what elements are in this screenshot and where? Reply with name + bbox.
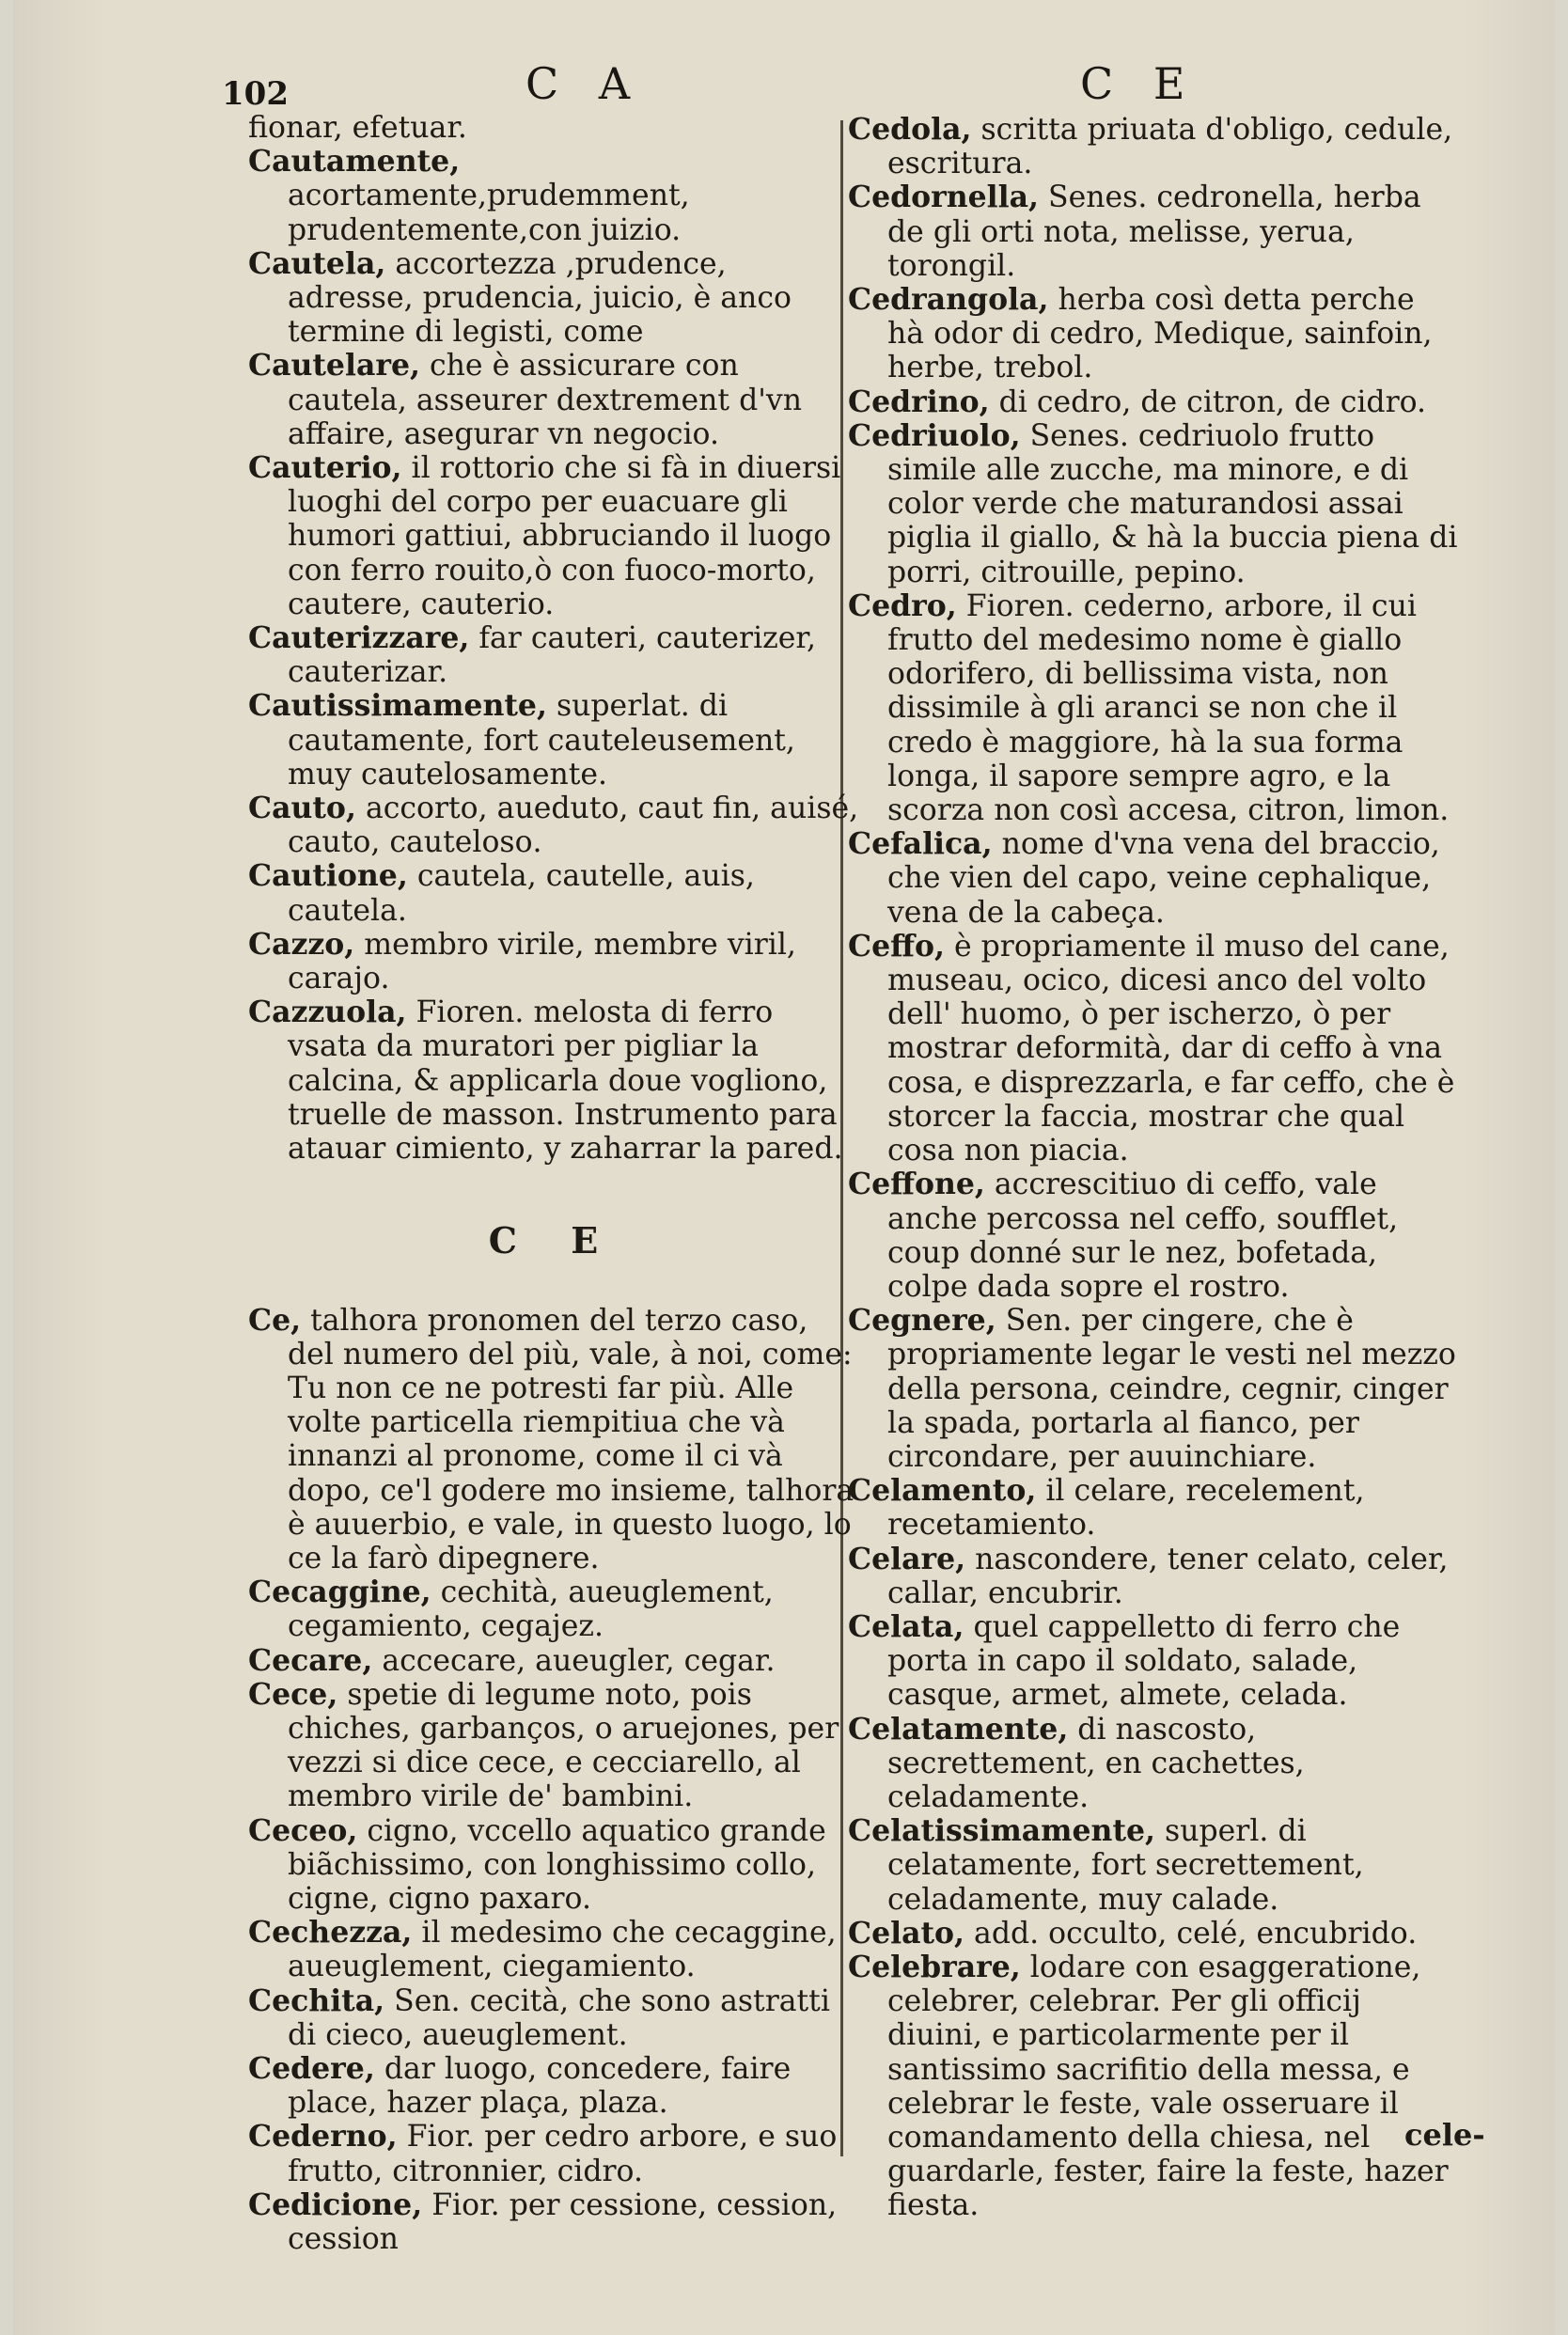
dictionary-entry xyxy=(848,1543,1459,1610)
catchword: cele- xyxy=(1404,2117,1485,2153)
entry-headword: Cecare, xyxy=(248,1642,373,1678)
entry-definition: Senes. cedronella, herba de gli orti nota, melisse, yerua, torongil. xyxy=(887,180,1421,283)
entry-headword: Celebrare, xyxy=(848,1949,1021,1984)
entry-definition: il rottorio che si fà in diuersi luoghi del corpo per euacuare gli humori gattiui, abbruciando il luogo con ferro rouito,ò con fuoco-morto, cautere, cauterio. xyxy=(288,451,841,621)
entry-headword: Cecaggine, xyxy=(248,1575,431,1610)
entry-definition: di cedro, de citron, de cidro. xyxy=(998,384,1427,419)
entry-definition: far cauteri, cauterizer, cauterizar. xyxy=(288,621,817,690)
page-number: 102 xyxy=(222,75,289,113)
entry-headword: Cechita, xyxy=(248,1982,385,2018)
dictionary-entry xyxy=(248,1814,859,1917)
entry-headword: Celata, xyxy=(848,1608,964,1644)
dictionary-entry xyxy=(848,1814,1459,1917)
entry-definition: talhora pronomen del terzo caso, del numero del più, vale, à noi, come: Tu non ce ne potresti far più. Alle volte particella riempitiua che và innanzi al pronome, come il ci và dopo, ce'l godere mo insieme, talhora è auuerbio, e vale, in questo luogo, lo ce la farò dipegnere. xyxy=(288,1303,855,1575)
entry-definition: Sen. cecità, che sono astratti di cieco, aueuglement. xyxy=(288,1983,830,2052)
entry-definition: nascondere, tener celato, celer, callar, encubrir. xyxy=(887,1542,1449,1610)
left-column xyxy=(248,111,859,2256)
right-running-heading: C E xyxy=(1080,58,1199,109)
dictionary-entry xyxy=(848,1304,1459,1474)
entry-definition: Fior. per cedro arbore, e suo frutto, citronnier, cidro. xyxy=(288,2120,838,2188)
entry-definition: accecare, aueugler, cegar. xyxy=(382,1643,776,1678)
entry-definition: accortezza ,prudence, adresse, prudencia, juicio, è anco termine di legisti, come xyxy=(288,246,792,350)
dictionary-entry xyxy=(248,1984,859,2052)
dictionary-entry xyxy=(248,621,859,689)
entry-headword: Cazzuola, xyxy=(248,995,407,1030)
entry-definition: Fioren. melosta di ferro vsata da muratori per pigliar la calcina, & applicarla doue vogliono, truelle de masson. Instrumento para atauar cimiento, y zaharrar la pared. xyxy=(288,995,843,1167)
dictionary-entry xyxy=(848,1713,1459,1815)
entry-headword: Cautione, xyxy=(248,858,408,894)
dictionary-entry xyxy=(248,689,859,791)
dictionary-entry xyxy=(848,589,1459,827)
entry-headword: Cautamente, xyxy=(248,144,461,180)
entry-headword: Cece, xyxy=(248,1676,338,1712)
dictionary-entry xyxy=(848,827,1459,930)
entry-definition: acortamente,prudemment, prudentemente,con juizio. xyxy=(288,179,690,247)
dictionary-entry xyxy=(248,145,859,247)
dictionary-entry xyxy=(848,113,1459,180)
entry-definition: scritta priuata d'obligo, cedule, escritura. xyxy=(887,113,1453,181)
entry-headword: Ce, xyxy=(248,1302,302,1338)
dictionary-entry xyxy=(848,180,1459,283)
entry-definition: di nascosto, secrettement, en cachettes, celadamente. xyxy=(887,1712,1305,1814)
entry-definition: superlat. di cautamente, fort cauteleusement, muy cautelosamente. xyxy=(288,689,795,791)
dictionary-entry xyxy=(848,283,1459,385)
entry-definition: spetie di legume noto, pois chiches, garbanços, o aruejones, per vezzi si dice cece, e cecciarello, al membro virile de' bambini. xyxy=(288,1677,839,1814)
entry-headword: Celato, xyxy=(848,1915,965,1951)
entry-definition: accorto, aueduto, caut fin, auisé, cauto, cautelosо. xyxy=(288,791,859,860)
dictionary-entry xyxy=(248,1678,859,1814)
entry-headword: Cazzo, xyxy=(248,926,355,962)
entry-definition: herba così detta perche hà odor di cedro, Medique, sainfoin, herbe, trebol. xyxy=(887,283,1433,385)
entry-headword: Celamento, xyxy=(848,1473,1037,1509)
entry-definition: superl. di celatamente, fort secrettement, celadamente, muy calade. xyxy=(887,1814,1364,1917)
entry-definition: Sen. per cingere, che è propriamente legar le vesti nel mezzo della persona, ceindre, cegnir, cinger la spada, portarla al fianco, per circondare, per auuinchiare. xyxy=(887,1304,1456,1474)
entry-definition: quel cappelletto di ferro che porta in capo il soldato, salade, casque, armet, almete, celada. xyxy=(887,1609,1401,1713)
dictionary-entry xyxy=(248,1916,859,1983)
dictionary-page xyxy=(13,0,1555,2335)
entry-headword: Cauto, xyxy=(248,791,356,826)
dictionary-entry xyxy=(248,451,859,621)
dictionary-entry xyxy=(848,1474,1459,1542)
entry-definition: dar luogo, concedere, faire place, hazer plaça, plaza. xyxy=(288,2051,792,2121)
entry-definition: nome d'vna vena del braccio, che vien del capo, veine cephalique, vena de la cabeça. xyxy=(887,827,1440,930)
entry-definition: Fioren. cederno, arbore, il cui frutto del medesimo nome è giallo odorifero, di bellissima vista, non dissimile à gli aranci se non che il credo è maggiore, hà la sua forma longa, il sapore sempre agro, e la scorza non così accesa, citron, limon. xyxy=(887,588,1450,828)
entry-definition: membro virile, membre viril, carajo. xyxy=(288,927,796,996)
dictionary-entry xyxy=(848,930,1459,1168)
entry-headword: Cedere, xyxy=(248,2050,375,2086)
entry-definition: fionar, efetuar. xyxy=(248,111,467,145)
dictionary-entry xyxy=(248,247,859,350)
dictionary-entry xyxy=(848,419,1459,589)
entry-headword: Cedrino, xyxy=(848,384,990,419)
entry-headword: Cedola, xyxy=(848,112,972,147)
dictionary-entry xyxy=(248,2120,859,2187)
entry-headword: Cauterio, xyxy=(248,450,402,486)
entry-definition: Fior. per cessione, cession, cession xyxy=(288,2187,838,2256)
entry-headword: Cefalica, xyxy=(848,826,993,862)
dictionary-entry xyxy=(248,349,859,451)
dictionary-entry xyxy=(248,2052,859,2120)
dictionary-entry xyxy=(248,1304,859,1576)
dictionary-entry xyxy=(248,2188,859,2256)
entry-headword: Cautela, xyxy=(248,245,386,281)
dictionary-entry xyxy=(848,385,1459,419)
dictionary-entry xyxy=(848,1168,1459,1304)
dictionary-entry xyxy=(848,1917,1459,1951)
entry-definition: lodare con esaggeratione, celebrer, celebrar. Per gli officij diuini, e particolarmente per il santissimo sacrifitio della messa, e celebrar le feste, vale osseruare il comandamento della chiesa, nel guardarle, fester, faire la feste, hazer fiesta. xyxy=(887,1950,1449,2223)
entry-definition: cechità, aueuglement, cegamiento, cegajez. xyxy=(288,1575,774,1644)
entry-headword: Cedicione, xyxy=(248,2186,423,2222)
dictionary-entry xyxy=(248,928,859,995)
entry-headword: Cedro, xyxy=(848,588,957,623)
entry-headword: Ceffone, xyxy=(848,1167,985,1202)
entry-headword: Celare, xyxy=(848,1541,966,1576)
entry-headword: Cechezza, xyxy=(248,1915,413,1951)
entry-definition: cigno, vccello aquatico grande biãchissimo, con longhissimo collo, cigne, cigno paxaro. xyxy=(288,1813,826,1916)
entry-headword: Celatissimamente, xyxy=(848,1813,1156,1849)
dictionary-entry xyxy=(248,111,859,145)
entry-definition: che è assicurare con cautela, asseurer dextrement d'vn affaire, asegurar vn negocio. xyxy=(288,349,803,451)
entry-definition: è propriamente il muso del cane, museau, ocico, dicesi anco del volto dell' huomo, ò per ischerzo, ò per mostrar deformità, dar di ceffo à vna cosa, e disprezzarla, e far ceffo, che è storcer la faccia, mostrar che qual cosa non piacia. xyxy=(887,929,1455,1168)
entry-headword: Ceceo, xyxy=(248,1812,358,1848)
entry-definition: il celare, recelement, recetamiento. xyxy=(887,1474,1365,1543)
dictionary-entry xyxy=(248,791,859,859)
entry-definition: Senes. cedriuolo frutto simile alle zucche, ma minore, e di color verde che maturandosi assai piglia il giallo, & hà la buccia piena di porri, citrouille, pepino. xyxy=(887,418,1458,589)
dictionary-entry xyxy=(848,1951,1459,2223)
entry-definition: cautela, cautelle, auis, cautela. xyxy=(288,859,755,928)
section-heading: C E xyxy=(488,1219,619,1262)
entry-headword: Ceffo, xyxy=(848,928,945,964)
dictionary-entry xyxy=(248,1575,859,1643)
entry-headword: Cedrangola, xyxy=(848,282,1049,318)
entry-headword: Celatamente, xyxy=(848,1711,1069,1747)
entry-definition: il medesimo che cecaggine, aueuglement, ciegamiento. xyxy=(288,1916,837,1984)
entry-headword: Cauterizzare, xyxy=(248,620,470,656)
entry-headword: Cedriuolo, xyxy=(848,417,1021,453)
dictionary-entry xyxy=(848,1610,1459,1713)
right-column xyxy=(848,113,1459,2223)
entry-headword: Cautissimamente, xyxy=(248,688,547,724)
entry-headword: Cedornella, xyxy=(848,180,1039,215)
entry-headword: Cegnere, xyxy=(848,1303,996,1339)
entry-headword: Cautelare, xyxy=(248,348,420,384)
page-header xyxy=(13,58,1555,115)
dictionary-entry xyxy=(248,1644,859,1678)
dictionary-entry xyxy=(248,859,859,927)
entry-definition: add. occulto, celé, encubrido. xyxy=(974,1916,1418,1951)
entry-headword: Cederno, xyxy=(248,2119,398,2155)
dictionary-entry xyxy=(248,995,859,1166)
left-running-heading: C A xyxy=(525,58,644,109)
entry-definition: accrescitiuo di ceffo, vale anche percossa nel ceffo, soufflet, coup donné sur le nez, bofetada, colpe dada sopre el rostro. xyxy=(887,1168,1399,1304)
